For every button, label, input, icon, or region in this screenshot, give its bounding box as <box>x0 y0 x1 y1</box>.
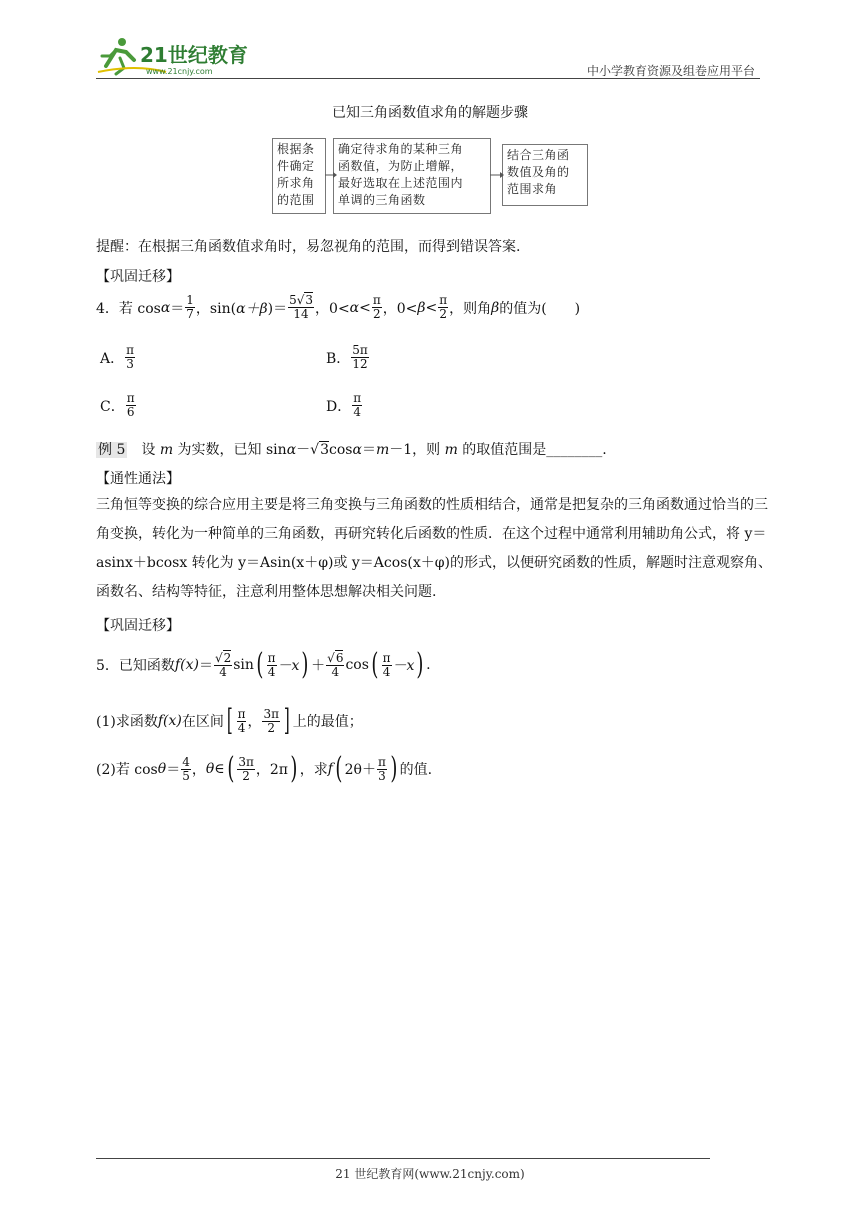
header-platform-text: 中小学教育资源及组卷应用平台 <box>586 64 755 78</box>
flow-step-2: 确定待求角的某种三角 函数值，为防止增解， 最好选取在上述范围内 单调的三角函数 <box>333 138 491 214</box>
section-heading: 【巩固迁移】 <box>96 618 180 634</box>
question-4: 4．若 cosα＝ $\frac{1}{7}$ ，sin(α＋β)＝ $\frac{5√3}{14}$ ，0<α< $\frac{\pi}{2}$ ，0<β< $\frac{\pi}{2}$ ，则角β的值为( ) <box>96 293 581 321</box>
option-c[interactable]: C． $\frac{\pi}{6}$ <box>100 391 135 419</box>
section-heading: 【巩固迁移】 <box>96 269 180 285</box>
example-tag: 例 5 <box>98 442 126 458</box>
option-d[interactable]: D． $\frac{\pi}{4}$ <box>326 391 362 419</box>
example-5: 例 5 设 m 为实数，已知 sinα－√3cosα＝m－1，则 m 的取值范围是________. <box>98 442 607 458</box>
flow-arrow-icon <box>490 170 504 180</box>
question-5-part-2: (2)若 cosθ＝ $\frac{4}{5}$ ，θ∈( $\frac{3\pi}{2}$ ，2π) ，求f( 2θ＋ $\frac{\pi}{3}$ ) 的值. <box>96 751 433 786</box>
flow-step-3: 结合三角函 数值及角的 范围求角 <box>502 144 588 206</box>
logo <box>96 36 256 78</box>
question-5-part-1: (1)求函数f(x)在区间[ $\frac{\pi}{4}$ ， $\frac{3\pi}{2}$ ] 上的最值； <box>96 703 363 738</box>
option-a[interactable]: A． $\frac{\pi}{3}$ <box>100 343 135 371</box>
footer-divider <box>96 1158 710 1159</box>
section-title: 已知三角函数值求角的解题步骤 <box>332 105 528 121</box>
footer-text: 21 世纪教育网(www.21cnjy.com) <box>335 1167 525 1181</box>
logo-url: www.21cnjy.com <box>146 67 213 76</box>
flow-step-1: 根据条 件确定 所求角 的范围 <box>272 138 326 214</box>
flow-arrow-icon <box>325 170 337 180</box>
header-divider <box>96 78 760 79</box>
question-5: 5．已知函数f(x)＝ $\frac{√2}{4}$ sin( $\frac{\pi}{4}$ －x) ＋ $\frac{√6}{4}$ cos( $\frac{\pi}{4}$ －x) . <box>96 647 431 682</box>
logo-text: 21世纪教育 <box>140 43 248 67</box>
section-heading: 【通性通法】 <box>96 471 180 487</box>
tip-text: 提醒：在根据三角函数值求角时，易忽视角的范围，而得到错误答案. <box>96 239 521 255</box>
option-b[interactable]: B． $\frac{5\pi}{12}$ <box>326 343 368 371</box>
method-paragraph: 三角恒等变换的综合应用主要是将三角变换与三角函数的性质相结合，通常是把复杂的三角函数通过恰当的三角变换，转化为一种简单的三角函数，再研究转化后函数的性质．在这个过程中通常利用辅助角公式，将 y＝asinx＋bcosx 转化为 y＝Asin(x＋φ)或 y＝Acos(x＋φ)的形式，以便研究函数的性质，解题时注意观察角、函数名、结构等特征，注意利用整体思想解决相关问题. <box>96 497 772 600</box>
